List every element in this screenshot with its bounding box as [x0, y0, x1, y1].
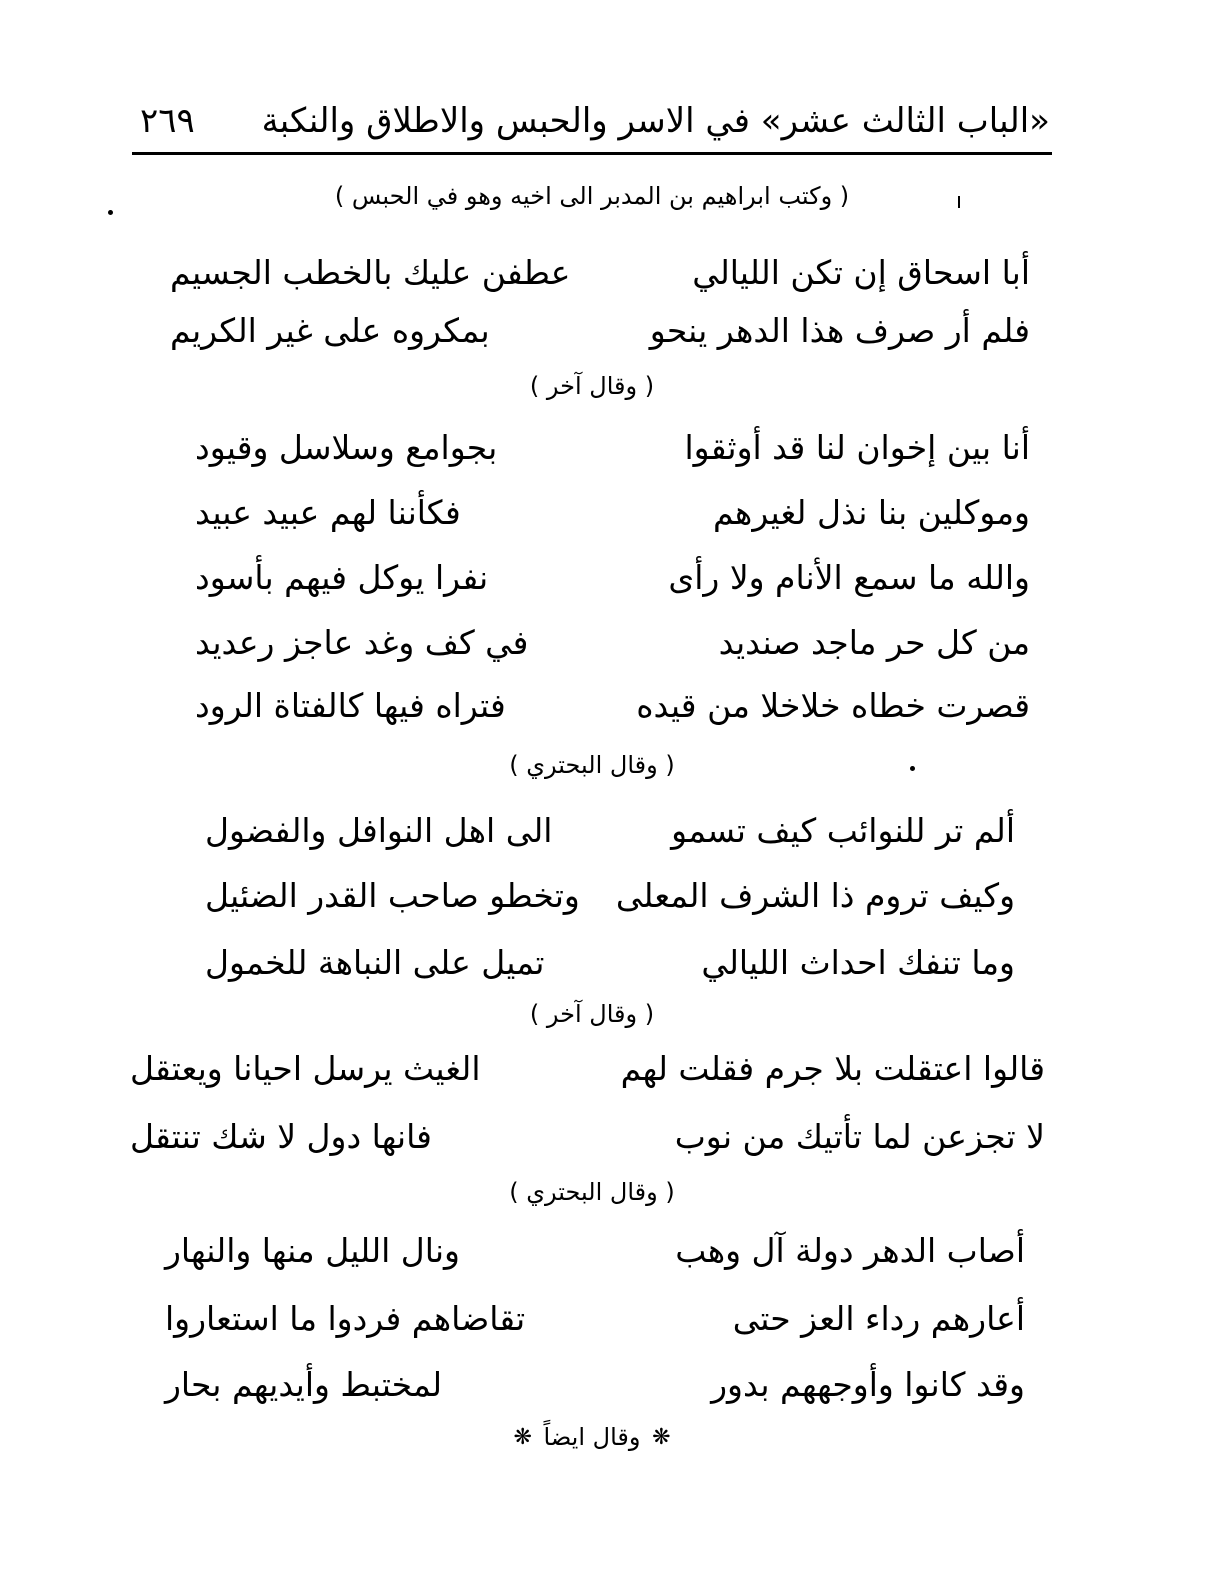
- verse-line: [165, 1296, 1025, 1340]
- verse-left-hemistich: تميل على النباهة للخمول: [205, 942, 545, 982]
- verse-right-hemistich: لا تجزعن لما تأتيك من نوب: [674, 1116, 1045, 1156]
- section-heading: ( وكتب ابراهيم بن المدبر الى اخيه وهو في الحبس ): [334, 182, 850, 210]
- stray-mark: [958, 196, 960, 208]
- verse-left-hemistich: عطفن عليك بالخطب الجسيم: [170, 252, 571, 292]
- verse-left-hemistich: فتراه فيها كالفتاة الرود: [195, 685, 506, 725]
- verse-left-hemistich: بمكروه على غير الكريم: [170, 310, 490, 350]
- stray-dot: [108, 210, 113, 215]
- verse-left-hemistich: في كف وغد عاجز رعديد: [195, 622, 529, 662]
- verse-line: [165, 1228, 1025, 1272]
- stray-dot: [910, 766, 915, 771]
- ornament-icon: ❋: [652, 1425, 671, 1450]
- verse-right-hemistich: أنا بين إخوان لنا قد أوثقوا: [684, 427, 1030, 467]
- verse-left-hemistich: فكأننا لهم عبيد عبيد: [195, 492, 461, 532]
- verse-right-hemistich: قصرت خطاه خلاخلا من قيده: [636, 685, 1030, 725]
- verse-right-hemistich: من كل حر ماجد صنديد: [718, 622, 1030, 662]
- closing-heading: [132, 1425, 1052, 1449]
- verse-line: [195, 555, 1030, 599]
- verse-line: [170, 250, 1030, 294]
- verse-left-hemistich: وتخطو صاحب القدر الضئيل: [205, 875, 580, 915]
- verse-left-hemistich: الغيث يرسل احيانا ويعتقل: [130, 1048, 481, 1088]
- verse-right-hemistich: والله ما سمع الأنام ولا رأى: [668, 557, 1030, 597]
- verse-right-hemistich: أبا اسحاق إن تكن الليالي: [692, 252, 1030, 292]
- verse-right-hemistich: أعارهم رداء العز حتى: [732, 1298, 1025, 1338]
- verse-right-hemistich: وموكلين بنا نذل لغيرهم: [712, 492, 1030, 532]
- verse-right-hemistich: وما تنفك احداث الليالي: [701, 942, 1015, 982]
- verse-line: [195, 425, 1030, 469]
- section-heading: ( وقال آخر ): [529, 1000, 655, 1028]
- verse-line: [195, 683, 1030, 727]
- verse-line: [195, 490, 1030, 534]
- section-heading: ( وقال البحتري ): [509, 751, 675, 779]
- verse-right-hemistich: وقد كانوا وأوجههم بدور: [711, 1364, 1025, 1404]
- section-heading: ( وقال آخر ): [529, 372, 655, 400]
- verse-left-hemistich: الى اهل النوافل والفضول: [205, 810, 553, 850]
- verse-line: [205, 940, 1015, 984]
- running-head-title: «الباب الثالث عشر» في الاسر والحبس والاطلاق والنكبة: [261, 101, 1050, 141]
- verse-left-hemistich: تقاضاهم فردوا ما استعاروا: [165, 1298, 526, 1338]
- page-number: ٢٦٩: [140, 101, 195, 141]
- verse-line: [130, 1114, 1045, 1158]
- ornament-icon: ❋: [513, 1425, 532, 1450]
- verse-line: [205, 873, 1015, 917]
- verse-right-hemistich: قالوا اعتقلت بلا جرم فقلت لهم: [620, 1048, 1045, 1088]
- verse-right-hemistich: فلم أر صرف هذا الدهر ينحو: [649, 310, 1030, 350]
- closing-heading-text: وقال ايضاً: [543, 1423, 641, 1451]
- verse-line: [130, 1046, 1045, 1090]
- verse-right-hemistich: أصاب الدهر دولة آل وهب: [675, 1230, 1025, 1270]
- header-rule: [132, 152, 1052, 155]
- verse-line: [165, 1362, 1025, 1406]
- verse-left-hemistich: نفرا يوكل فيهم بأسود: [195, 557, 489, 597]
- verse-right-hemistich: وكيف تروم ذا الشرف المعلى: [615, 875, 1015, 915]
- verse-left-hemistich: ونال الليل منها والنهار: [165, 1230, 460, 1270]
- verse-line: [205, 808, 1015, 852]
- verse-line: [170, 308, 1030, 352]
- verse-right-hemistich: ألم تر للنوائب كيف تسمو: [671, 810, 1015, 850]
- verse-left-hemistich: بجوامع وسلاسل وقيود: [195, 427, 498, 467]
- verse-left-hemistich: لمختبط وأيديهم بحار: [165, 1364, 443, 1404]
- section-heading: ( وقال البحتري ): [509, 1178, 675, 1206]
- verse-line: [195, 620, 1030, 664]
- running-head: [140, 92, 1050, 150]
- verse-left-hemistich: فانها دول لا شك تنتقل: [130, 1116, 432, 1156]
